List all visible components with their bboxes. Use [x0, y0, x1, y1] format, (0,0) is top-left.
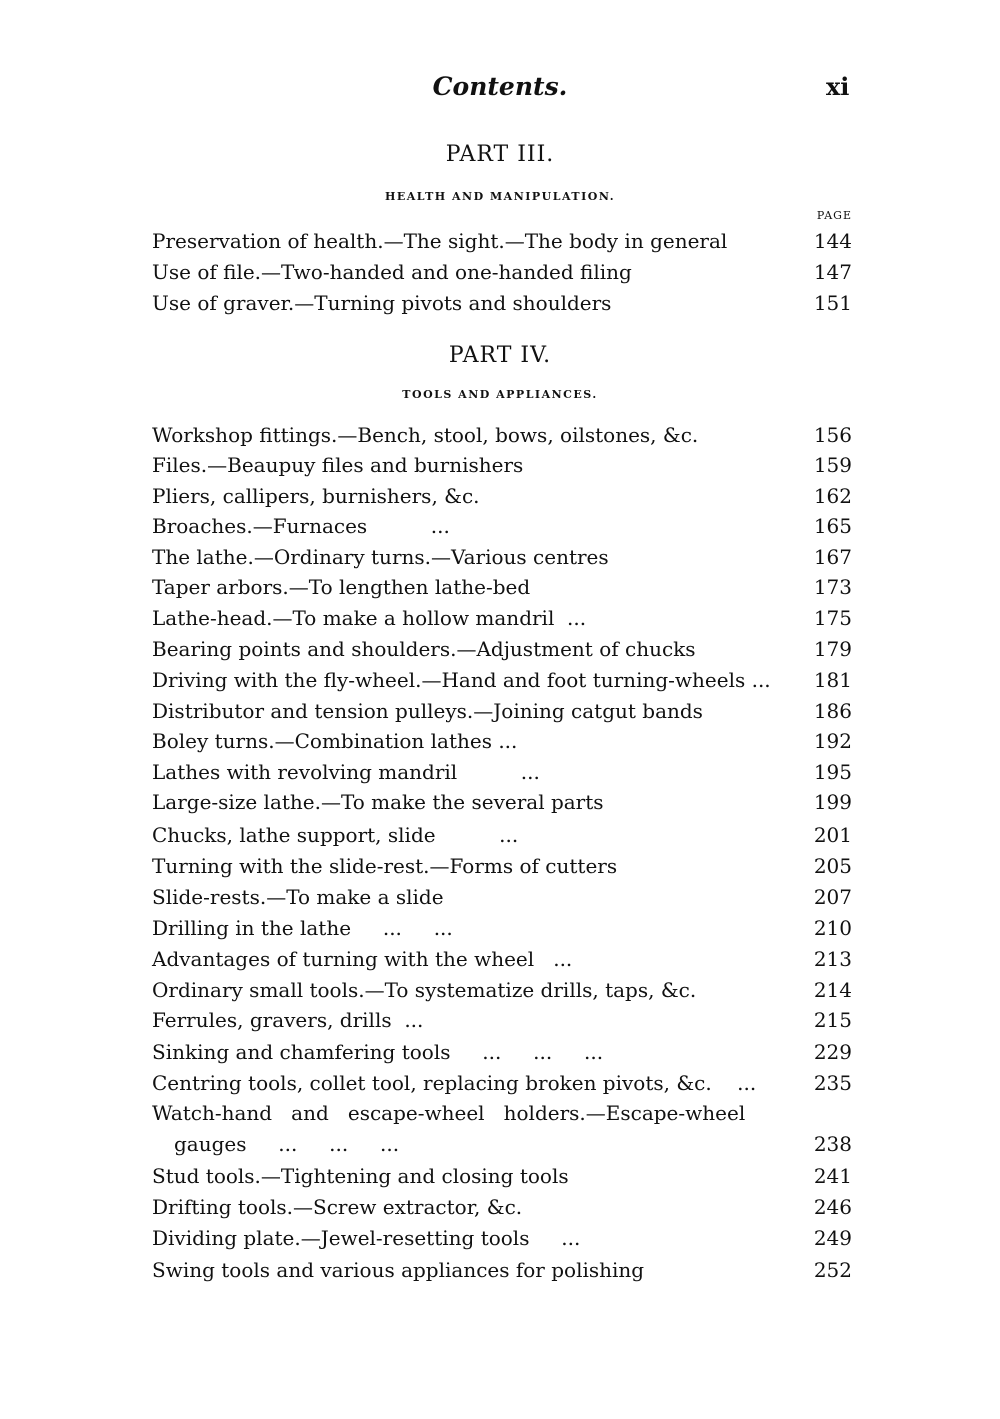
toc-entry-page: 215 — [813, 1008, 852, 1032]
toc-entry-title: Taper arbors.—To lengthen lathe-bed — [152, 575, 531, 599]
toc-entry — [152, 760, 852, 784]
toc-entry-title: Boley turns.—Combination lathes ... — [152, 729, 518, 753]
toc-entry-title: Centring tools, collet tool, replacing broken pivots, &c. ... — [152, 1071, 757, 1095]
toc-entry-page: 179 — [813, 637, 852, 661]
toc-entry-title: Ordinary small tools.—To systematize drills, taps, &c. — [152, 978, 697, 1002]
toc-entry-page: 210 — [813, 916, 852, 940]
toc-entry-title: Distributor and tension pulleys.—Joining catgut bands — [152, 699, 703, 723]
toc-entry-page: 229 — [813, 1040, 852, 1064]
toc-entry-page: 213 — [813, 947, 852, 971]
toc-entry-title: Sinking and chamfering tools ... ... ... — [152, 1040, 604, 1064]
toc-entry-page: 241 — [813, 1164, 852, 1188]
toc-entry-page: 173 — [813, 575, 852, 599]
toc-entry-title: Chucks, lathe support, slide ... — [152, 823, 519, 847]
toc-entry-title: Ferrules, gravers, drills ... — [152, 1008, 424, 1032]
toc-entry-title: Drifting tools.—Screw extractor, &c. — [152, 1195, 523, 1219]
toc-entry-title: Bearing points and shoulders.—Adjustment of chucks — [152, 637, 696, 661]
toc-entry-title: The lathe.—Ordinary turns.—Various centres — [152, 545, 609, 569]
toc-entry-page: 199 — [813, 790, 852, 814]
toc-entry — [152, 854, 852, 878]
toc-entry-title: Preservation of health.—The sight.—The body in general — [152, 229, 728, 253]
toc-entry-title: Stud tools.—Tightening and closing tools — [152, 1164, 569, 1188]
toc-entry-page: 162 — [813, 484, 852, 508]
toc-entry-page: 181 — [813, 668, 852, 692]
toc-entry — [152, 291, 852, 315]
toc-entry — [152, 668, 852, 692]
toc-entry-title: Files.—Beaupuy files and burnishers — [152, 453, 524, 477]
toc-entry — [152, 916, 852, 940]
toc-entry-title: Driving with the fly-wheel.—Hand and foot turning-wheels ... — [152, 668, 771, 692]
toc-entry — [152, 1040, 852, 1064]
running-head-page-number: xi — [826, 72, 850, 101]
running-head-title: Contents. — [432, 72, 568, 101]
toc-entry — [152, 260, 852, 284]
toc-entry-title: Swing tools and various appliances for polishing — [152, 1258, 645, 1282]
toc-entry — [152, 823, 852, 847]
part-4-subheading: TOOLS AND APPLIANCES. — [402, 388, 598, 401]
toc-entry-page: 214 — [813, 978, 852, 1002]
toc-entry — [152, 699, 852, 723]
toc-entry — [152, 637, 852, 661]
toc-entry — [152, 790, 852, 814]
toc-entry-page: 246 — [813, 1195, 852, 1219]
toc-entry — [152, 1101, 852, 1157]
toc-entry-page: 235 — [813, 1071, 852, 1095]
toc-entry-title: Turning with the slide-rest.—Forms of cutters — [152, 854, 618, 878]
toc-entry — [152, 1008, 852, 1032]
toc-entry — [152, 545, 852, 569]
toc-entry-page: 201 — [813, 823, 852, 847]
toc-entry-page: 159 — [813, 453, 852, 477]
toc-entry — [152, 1258, 852, 1282]
toc-entry-title: Pliers, callipers, burnishers, &c. — [152, 484, 480, 508]
toc-entry-page: 195 — [813, 760, 852, 784]
toc-entry — [152, 1195, 852, 1219]
toc-entry — [152, 453, 852, 477]
toc-entry — [152, 514, 852, 538]
toc-entry-page: 156 — [813, 423, 852, 447]
toc-entry-title-continuation: gauges ... ... ... — [174, 1132, 400, 1156]
toc-entry-title: Use of graver.—Turning pivots and shoulders — [152, 291, 612, 315]
part-4-heading: PART IV. — [448, 343, 552, 368]
toc-entry-title: Broaches.—Furnaces ... — [152, 514, 450, 538]
toc-entry-page: 238 — [813, 1132, 852, 1156]
toc-entry-title: Workshop fittings.—Bench, stool, bows, oilstones, &c. — [152, 423, 699, 447]
toc-entry-page: 192 — [813, 729, 852, 753]
toc-entry-title: Slide-rests.—To make a slide — [152, 885, 444, 909]
toc-entry — [152, 1226, 852, 1250]
toc-entry — [152, 885, 852, 909]
toc-entry-page: 165 — [813, 514, 852, 538]
toc-entry-page: 186 — [813, 699, 852, 723]
toc-entry — [152, 978, 852, 1002]
toc-entry-page: 151 — [813, 291, 852, 315]
toc-entry-page: 249 — [813, 1226, 852, 1250]
toc-entry — [152, 1164, 852, 1188]
toc-entry-title: Advantages of turning with the wheel ... — [152, 947, 573, 971]
toc-entry-page: 167 — [813, 545, 852, 569]
toc-entry-title: Large-size lathe.—To make the several parts — [152, 790, 604, 814]
toc-entry-page: 147 — [813, 260, 852, 284]
toc-entry-page: 144 — [813, 229, 852, 253]
part-3-subheading: HEALTH AND MANIPULATION. — [384, 190, 616, 203]
page-column-label: PAGE — [816, 209, 852, 222]
toc-entry-title: Lathes with revolving mandril ... — [152, 760, 540, 784]
toc-entry-title: Lathe-head.—To make a hollow mandril ... — [152, 606, 587, 630]
toc-entry-page: 252 — [813, 1258, 852, 1282]
part-3-heading: PART III. — [445, 142, 555, 167]
toc-entry-title: Drilling in the lathe ... ... — [152, 916, 453, 940]
toc-entry-page: 207 — [813, 885, 852, 909]
toc-entry — [152, 423, 852, 447]
toc-entry-page: 175 — [813, 606, 852, 630]
toc-entry — [152, 1071, 852, 1095]
toc-entry-title: Watch-hand and escape-wheel holders.—Escape-wheel — [152, 1101, 746, 1125]
toc-entry-title: Use of file.—Two-handed and one-handed filing — [152, 260, 632, 284]
toc-entry-title: Dividing plate.—Jewel-resetting tools ... — [152, 1226, 581, 1250]
toc-entry — [152, 729, 852, 753]
toc-entry — [152, 484, 852, 508]
toc-entry — [152, 229, 852, 253]
toc-entry — [152, 947, 852, 971]
toc-entry-page: 205 — [813, 854, 852, 878]
toc-entry — [152, 575, 852, 599]
toc-entry — [152, 606, 852, 630]
